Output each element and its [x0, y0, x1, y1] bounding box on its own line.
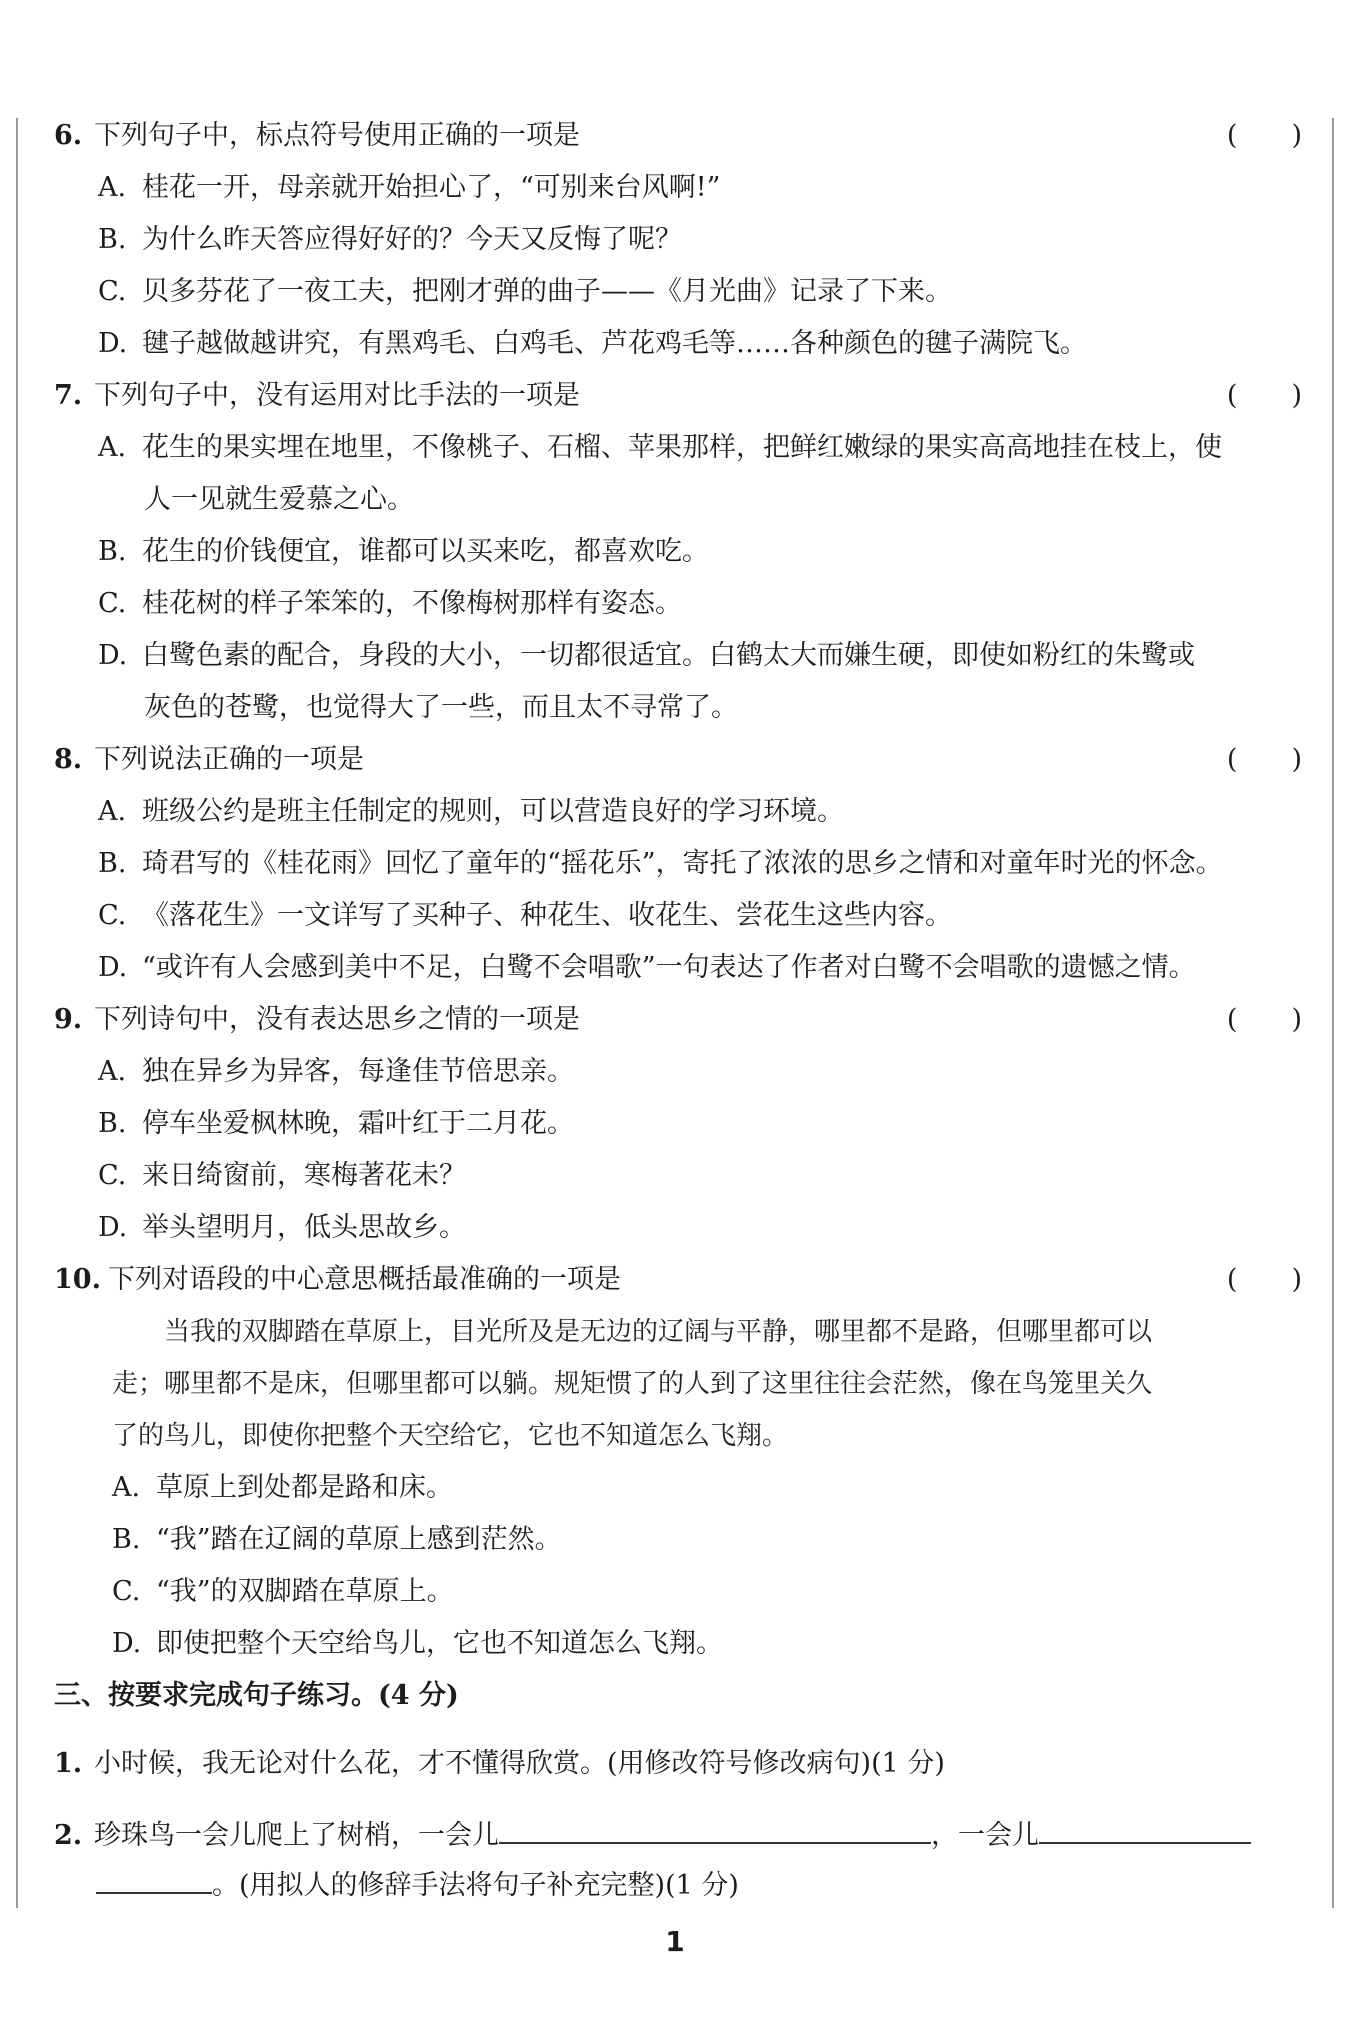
passage-line: 了的鸟儿，即使你把整个天空给它，它也不知道怎么飞翔。	[112, 1421, 789, 1451]
option-key: D.	[98, 640, 128, 671]
option-10c	[112, 1574, 1302, 1610]
option-7d-continuation: 灰色的苍鹭，也觉得大了一些，而且太不寻常了。	[144, 692, 738, 723]
option-text: 桂花树的样子笨笨的，不像梅树那样有姿态。	[142, 588, 682, 619]
option-6d	[98, 326, 1302, 362]
sentence-item-1	[54, 1746, 1302, 1782]
option-7d	[98, 638, 1302, 674]
option-text: “我”的双脚踏在草原上。	[156, 1576, 454, 1607]
option-10d	[112, 1626, 1302, 1662]
option-7b	[98, 534, 1302, 570]
fill-blank-1[interactable]	[499, 1816, 931, 1844]
option-text: 贝多芬花了一夜工夫，把刚才弹的曲子——《月光曲》记录了下来。	[142, 276, 952, 307]
option-6b	[98, 222, 1302, 258]
question-number: 6.	[54, 120, 83, 151]
option-7a-continuation: 人一见就生爱慕之心。	[144, 484, 414, 515]
option-text: 花生的果实埋在地里，不像桃子、石榴、苹果那样，把鲜红嫩绿的果实高高地挂在枝上，使	[142, 432, 1222, 463]
answer-paren: ( )	[1226, 744, 1302, 775]
option-text: 桂花一开，母亲就开始担心了，“可别来台风啊!”	[142, 172, 721, 203]
option-9d	[98, 1210, 1302, 1246]
answer-paren: ( )	[1226, 1004, 1302, 1035]
option-key: C.	[98, 900, 127, 931]
option-key: B.	[112, 1524, 141, 1555]
option-text: 草原上到处都是路和床。	[156, 1472, 453, 1503]
option-8b	[98, 846, 1302, 882]
option-key: B.	[98, 1108, 127, 1139]
option-key: D.	[112, 1628, 142, 1659]
question-number: 9.	[54, 1004, 83, 1035]
item-text: 小时候，我无论对什么花，才不懂得欣赏。(用修改符号修改病句)(1 分)	[94, 1748, 945, 1779]
question-text: 下列说法正确的一项是	[94, 744, 364, 775]
fill-blank-2-continued[interactable]	[96, 1866, 212, 1894]
option-text: 花生的价钱便宜，谁都可以买来吃，都喜欢吃。	[142, 536, 709, 567]
option-7a	[98, 430, 1302, 466]
question-7-stem	[54, 378, 1302, 414]
option-text: 即使把整个天空给鸟儿，它也不知道怎么飞翔。	[156, 1628, 723, 1659]
option-text: 独在异乡为异客，每逢佳节倍思亲。	[142, 1056, 574, 1087]
option-text: 举头望明月，低头思故乡。	[142, 1212, 466, 1243]
option-text: 为什么昨天答应得好好的？今天又反悔了呢？	[142, 224, 682, 255]
question-6-stem	[54, 118, 1302, 154]
item-text-a: 珍珠鸟一会儿爬上了树梢，一会儿	[94, 1820, 499, 1851]
sentence-item-2-continuation	[96, 1866, 1302, 1904]
option-9a	[98, 1054, 1302, 1090]
option-key: D.	[98, 1212, 128, 1243]
item-text-c: 。(用拟人的修辞手法将句子补充完整)(1 分)	[212, 1870, 739, 1901]
option-key: A.	[98, 432, 127, 463]
option-key: A.	[98, 796, 127, 827]
option-key: A.	[98, 172, 127, 203]
option-8a	[98, 794, 1302, 830]
option-key: B.	[98, 536, 127, 567]
option-text: 《落花生》一文详写了买种子、种花生、收花生、尝花生这些内容。	[142, 900, 952, 931]
option-key: C.	[112, 1576, 141, 1607]
option-8d	[98, 950, 1302, 986]
option-key: B.	[98, 224, 127, 255]
passage-line: 当我的双脚踏在草原上，目光所及是无边的辽阔与平静，哪里都不是路，但哪里都可以	[112, 1317, 1153, 1347]
option-key: A.	[112, 1472, 141, 1503]
question-number: 10.	[54, 1264, 101, 1295]
option-9b	[98, 1106, 1302, 1142]
option-text: 停车坐爱枫林晚，霜叶红于二月花。	[142, 1108, 574, 1139]
option-text: “我”踏在辽阔的草原上感到茫然。	[156, 1524, 562, 1555]
option-text: 毽子越做越讲究，有黑鸡毛、白鸡毛、芦花鸡毛等……各种颜色的毽子满院飞。	[142, 328, 1087, 359]
option-text: “或许有人会感到美中不足，白鹭不会唱歌”一句表达了作者对白鹭不会唱歌的遗憾之情。	[142, 952, 1196, 983]
option-10b	[112, 1522, 1302, 1558]
option-key: D.	[98, 952, 128, 983]
sentence-item-2	[54, 1816, 1302, 1854]
answer-paren: ( )	[1226, 1264, 1302, 1295]
option-key: A.	[98, 1056, 127, 1087]
option-10a	[112, 1470, 1302, 1506]
answer-paren: ( )	[1226, 120, 1302, 151]
option-key: B.	[98, 848, 127, 879]
option-key: D.	[98, 328, 128, 359]
question-9-stem	[54, 1002, 1302, 1038]
option-text: 班级公约是班主任制定的规则，可以营造良好的学习环境。	[142, 796, 844, 827]
question-number: 8.	[54, 744, 83, 775]
item-text-b: ，一会儿	[931, 1820, 1039, 1851]
option-text: 来日绮窗前，寒梅著花未？	[142, 1160, 466, 1191]
option-key: C.	[98, 588, 127, 619]
left-margin-rule	[16, 118, 18, 1908]
question-text: 下列诗句中，没有表达思乡之情的一项是	[94, 1004, 580, 1035]
passage-line: 走；哪里都不是床，但哪里都可以躺。规矩惯了的人到了这里往往会茫然，像在鸟笼里关久	[112, 1369, 1153, 1399]
question-text: 下列对语段的中心意思概括最准确的一项是	[108, 1264, 621, 1295]
fill-blank-2[interactable]	[1039, 1816, 1251, 1844]
option-text: 白鹭色素的配合，身段的大小，一切都很适宜。白鹤太大而嫌生硬，即使如粉红的朱鹭或	[142, 640, 1195, 671]
question-10-stem	[54, 1262, 1302, 1298]
option-key: C.	[98, 1160, 127, 1191]
option-7c	[98, 586, 1302, 622]
right-margin-rule	[1332, 118, 1334, 1908]
question-8-stem	[54, 742, 1302, 778]
page-number: 1	[665, 1925, 685, 1958]
option-6a	[98, 170, 1302, 206]
option-key: C.	[98, 276, 127, 307]
item-number: 2.	[54, 1820, 83, 1851]
question-text: 下列句子中，标点符号使用正确的一项是	[94, 120, 580, 151]
option-6c	[98, 274, 1302, 310]
option-8c	[98, 898, 1302, 934]
section-3-title: 三、按要求完成句子练习。(4 分)	[54, 1680, 459, 1711]
item-number: 1.	[54, 1748, 83, 1779]
option-text: 琦君写的《桂花雨》回忆了童年的“摇花乐”，寄托了浓浓的思乡之情和对童年时光的怀念。	[142, 848, 1223, 879]
option-9c	[98, 1158, 1302, 1194]
question-text: 下列句子中，没有运用对比手法的一项是	[94, 380, 580, 411]
question-number: 7.	[54, 380, 83, 411]
answer-paren: ( )	[1226, 380, 1302, 411]
